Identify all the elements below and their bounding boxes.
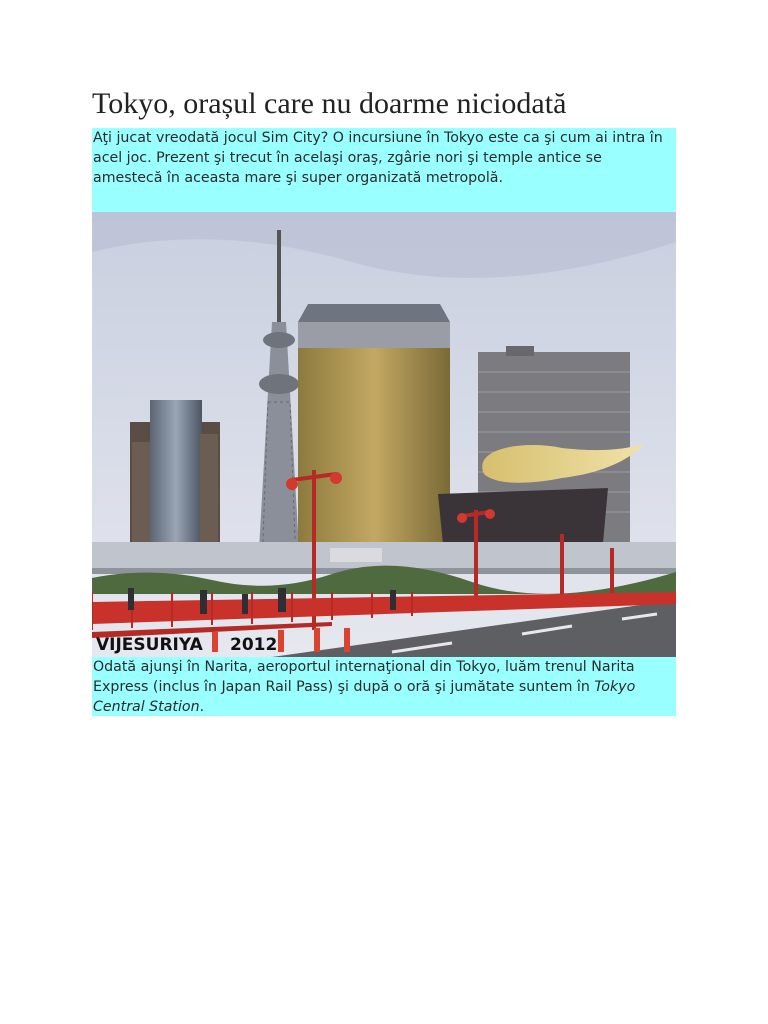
- gold-building: [298, 304, 450, 558]
- intro-paragraph: Aţi jucat vreodată jocul Sim City? O incursiune în Tokyo este ca şi cum ai intra în acel joc. Prezent şi trecut în acelaşi oraş, zgârie nori şi temple antice se amestecă în aceasta mare şi super organizată metropolă.: [92, 128, 676, 212]
- narita-paragraph: [92, 657, 676, 716]
- narita-paragraph-end: .: [199, 699, 205, 715]
- tokyo-skyline-photo: [92, 212, 676, 657]
- tokyo-central-station-emphasis: Tokyo Central Station: [93, 679, 636, 715]
- watermark-year: 2012: [230, 635, 278, 655]
- watermark-name: VIJESURIYA: [96, 635, 203, 655]
- page-title: Tokyo, orașul care nu doarme niciodată: [92, 87, 567, 120]
- narita-paragraph-text: Odată ajunşi în Narita, aeroportul internaţional din Tokyo, luăm trenul Narita Express (inclus în Japan Rail Pass) şi după o oră şi jumătate suntem în: [93, 659, 635, 695]
